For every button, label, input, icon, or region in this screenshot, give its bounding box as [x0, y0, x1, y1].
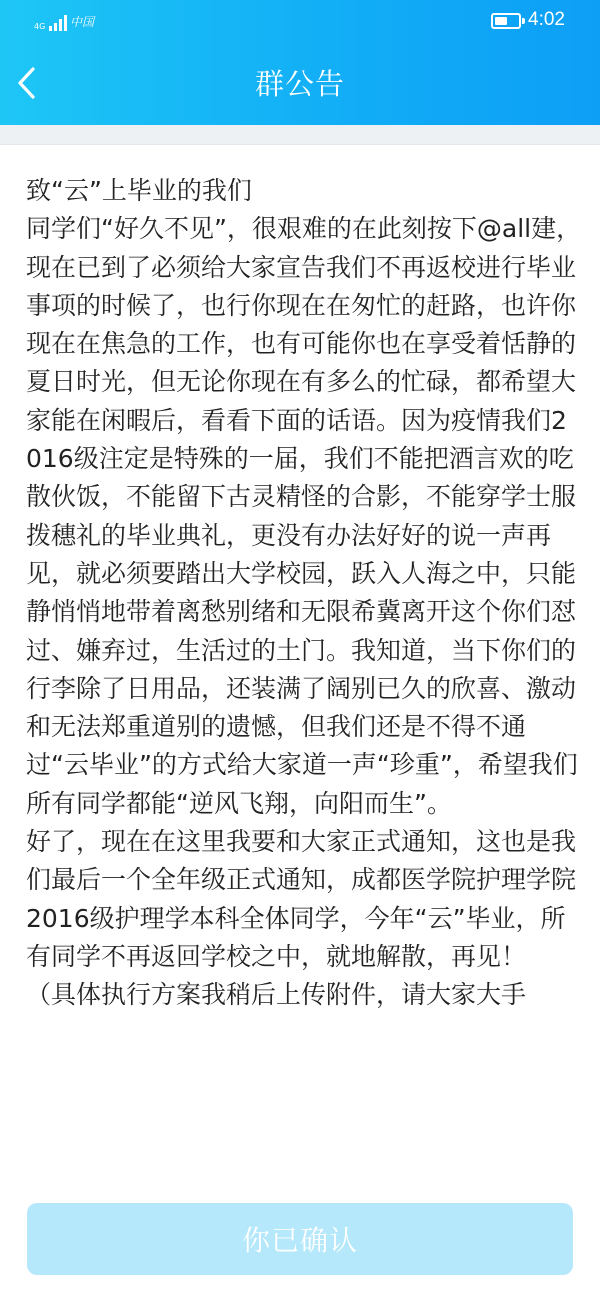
announcement-paragraph: 好了，现在在这里我要和大家正式通知，这也是我们最后一个全年级正式通知，成都医学院护理学院2016级护理学本科全体同学，今年“云”毕业，所有同学不再返回学校之中，就地解散，再见！ — [26, 827, 577, 971]
carrier-logo: 中国 — [70, 15, 95, 29]
app-header — [0, 0, 600, 125]
confirm-button[interactable]: 你已确认 — [27, 1203, 573, 1275]
announcement-paragraph: 同学们“好久不见”，很艰难的在此刻按下@all建，现在已到了必须给大家宣告我们不再返校进行毕业事项的时候了，也行你现在在匆忙的赶路，也许你现在在焦急的工作，也有可能你也在享受着恬静的夏日时光，但无论你现在有多么的忙碌，都希望大家能在闲暇后，看看下面的话语。因为疫情我们2016级注定是特殊的一届，我们不能把酒言欢的吃散伙饭，不能留下古灵精怪的合影，不能穿学士服拨穗礼的毕业典礼，更没有办法好好的说一声再见，就必须要踏出大学校园，跃入人海之中，只能静悄悄地带着离愁别绪和无限希冀离开这个你们怼过、嫌弃过，生活过的土门。我知道，当下你们的行李除了日用品，还装满了阔别已久的欣喜、激动和无法郑重道别的遗憾，但我们还是不得不通过“云毕业”的方式给大家道一声“珍重”，希望我们所有同学都能“逆风飞翔，向阳而生”。 — [26, 214, 582, 818]
header-divider-strip — [0, 125, 600, 144]
signal-bars-icon — [49, 15, 67, 31]
announcement-body — [26, 172, 582, 1182]
battery-icon — [491, 13, 521, 29]
page-title: 群公告 — [254, 67, 345, 101]
divider — [0, 144, 600, 145]
network-type-label: 4G — [34, 22, 46, 31]
battery-level-fill — [495, 17, 507, 25]
signal-indicator — [34, 11, 67, 31]
announcement-paragraph: （具体执行方案我稍后上传附件，请大家大手 — [26, 980, 527, 1010]
content-fade-overlay — [0, 1150, 600, 1195]
announcement-heading: 致“云”上毕业的我们 — [26, 176, 252, 205]
status-bar — [0, 0, 600, 44]
status-time: 4:02 — [528, 9, 565, 30]
